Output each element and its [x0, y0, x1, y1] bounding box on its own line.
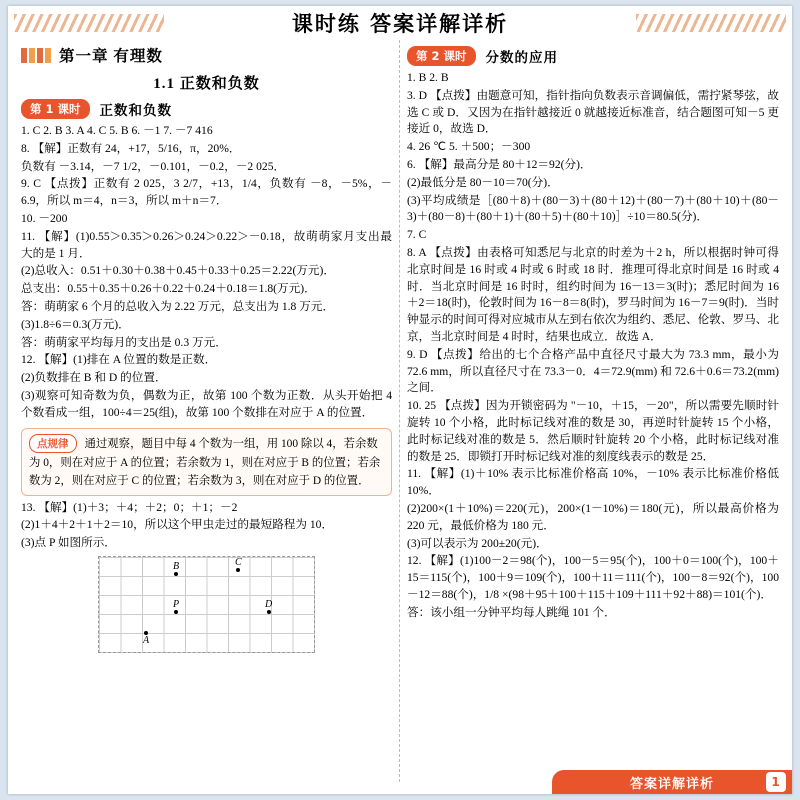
- two-column-body: [8, 40, 792, 782]
- answer-line: (3)1.8÷6＝0.3(万元)．: [21, 317, 130, 331]
- footer-banner: [552, 770, 792, 794]
- answer-line: (2)负数排在 B 和 D 的位置．: [21, 371, 167, 385]
- answer-line: 3. D 【点拨】由题意可知，指针指向负数表示音调偏低，需拧紧琴弦，故选 C 或 D．又因为在指针越接近 0 就越接近标准音，结合题图可知－5 更接近 0，故选 D．: [407, 88, 779, 136]
- lesson-1-heading: [21, 99, 392, 119]
- answer-line: 10. －200: [21, 211, 68, 225]
- chapter-title: 第一章 有理数: [59, 48, 163, 65]
- figure-point-C: C: [235, 557, 242, 572]
- banner-hatch-left-icon: [14, 14, 164, 32]
- lesson-1-tag: 第 1 课时: [21, 99, 90, 119]
- figure-point-A: A: [143, 631, 149, 646]
- answer-line: (3)点 P 如图所示．: [21, 536, 116, 550]
- answer-line: 11. 【解】(1)＋10% 表示比标准价格高 10%，－10% 表示比标准价格低 10%．: [407, 467, 779, 498]
- answer-line: (3)平均成绩是［(80＋8)＋(80－3)＋(80＋12)＋(80－7)＋(80＋10)＋(80－3)＋(80－8)＋(80＋1)＋(80＋5)＋(80＋10)］÷10＝80.5(分)．: [407, 193, 779, 224]
- page-number: 1: [766, 772, 786, 792]
- lesson-1-name: 正数和负数: [99, 103, 173, 118]
- answer-line: 4. 26 ℃ 5. ＋500；－300: [407, 140, 531, 154]
- answer-line: (2)200×(1＋10%)＝220(元)，200×(1－10%)＝180(元)，所以最高价格为 220 元，最低价格为 180 元．: [407, 501, 779, 532]
- figure-point-P: P: [173, 599, 179, 614]
- answer-line: 13. 【解】(1)＋3；＋4；＋2；0；＋1；－2: [21, 500, 238, 514]
- answer-line: 答：萌萌家 6 个月的总收入为 2.22 万元，总支出为 1.8 万元．: [21, 299, 335, 313]
- page-title: 课时练 答案详解详析: [280, 8, 520, 38]
- answer-line: (3)可以表示为 200±20(元)．: [407, 536, 548, 550]
- answer-line: 1. B 2. B: [407, 71, 449, 84]
- answer-line: 7. C: [407, 228, 427, 242]
- left-column: [14, 40, 400, 782]
- answer-line: (2)总收入：0.51＋0.30＋0.38＋0.45＋0.33＋0.25＝2.22(万元)．: [21, 264, 335, 278]
- lesson-2-name: 分数的应用: [485, 50, 559, 65]
- answer-line: (3)观察可知奇数为负，偶数为正，故第 100 个数为正数．从头开始把 4 个数看成一组，100÷4＝25(组)，故第 100 个数排在对应于 A 的位置．: [21, 388, 392, 419]
- section-title: 1.1 正数和负数: [153, 76, 260, 92]
- answer-line: 9. D 【点拨】给出的七个合格产品中直径尺寸最大为 73.3 mm，最小为 72.6 mm，所以直径尺寸在 73.3－0．4＝72.9(mm) 和 72.6＋0.6＝73.2(mm) 之间．: [407, 347, 779, 395]
- answer-line: (2)最低分是 80－10＝70(分)．: [407, 175, 559, 189]
- rule-callout-text: 通过观察，题目中每 4 个数为一组，用 100 除以 4，若余数为 0，则在对应于 A 的位置；若余数为 1，则在对应于 B 的位置；若余数为 2，则在对应于 C 的位置；若余数为 3，则在对应于 D 的位置．: [29, 437, 381, 488]
- answer-line: 答：该小组一分钟平均每人跳绳 101 个．: [407, 605, 616, 619]
- answer-line: 1. C 2. B 3. A 4. C 5. B 6. －1 7. －7 416: [21, 124, 213, 137]
- figure-point-D: D: [265, 599, 272, 614]
- answer-line: 12. 【解】(1)排在 A 位置的数是正数．: [21, 353, 217, 367]
- banner-hatch-right-icon: [636, 14, 786, 32]
- lesson-2-tag: 第 2 课时: [407, 46, 476, 66]
- footer-label: 答案详解详析: [629, 776, 714, 792]
- rule-callout-tag: 点规律: [29, 434, 77, 453]
- answer-line: 12. 【解】(1)100－2＝98(个)，100－5＝95(个)，100＋0＝100(个)，100＋15＝115(个)，100＋9＝109(个)，100＋11＝111(个)，100－8＝92(个)，100－12＝88(个)，1/8 ×(98＋95＋100＋115＋109＋111＋92＋88)＝101(个)．: [407, 554, 779, 601]
- grid-figure: [98, 556, 315, 653]
- answer-line: 9. C 【点拨】正数有 2 025，3 2/7，+13，1/4，负数有 －8，－5%，－6.9，所以 m＝4，n＝3，所以 m＋n＝7．: [21, 177, 392, 208]
- answer-line: 11. 【解】(1)0.55＞0.35＞0.26＞0.24＞0.22＞－0.18，故萌萌家月支出最大的是 1 月．: [21, 229, 392, 260]
- chapter-heading: [21, 44, 392, 66]
- answer-line: (2)1＋4＋2＋1＋2＝10，所以这个甲虫走过的最短路程为 10．: [21, 518, 334, 532]
- answer-line: 6. 【解】最高分是 80＋12＝92(分)．: [407, 157, 592, 171]
- answer-line: 总支出：0.55＋0.35＋0.26＋0.22＋0.24＋0.18＝1.8(万元)．: [21, 282, 316, 296]
- answer-line: 8. A 【点拨】由表格可知悉尼与北京的时差为＋2 h，所以根据时钟可得北京时间是 16 时或 4 时或 6 时或 18 时．推理可得北京时间是 16 时或 4 时．当北京时间是 16 时时，组约时间为 16－13＝3(时)；悉尼时间为 16＋2＝18(时)，伦敦时间为 16－8＝8(时)，罗马时间为 16－7＝9(时)．当时钟显示的时间可得对应城市从左到右依次为组约、悉尼、伦敦、罗马、北京，当北京时间是 4 时时，结果也成立．故选 A．: [407, 245, 779, 343]
- answer-line: 负数有 －3.14，－7 1/2，－0.101，－0.2，－2 025．: [21, 159, 286, 173]
- figure-point-B: B: [173, 561, 179, 576]
- answer-key-page: [8, 6, 792, 794]
- answer-line: 8. 【解】正数有 24，+17，5/16，π，20%．: [21, 141, 241, 155]
- right-column: [400, 40, 786, 782]
- answer-line: 10. 25 【点拨】因为开锁密码为 "－10，＋15，－20"，所以需要先顺时针旋转 10 个小格，此时标记线对准的数是 30，再逆时针旋转 15 个小格，此时标记线对准的数是 5．然后顺时针旋转 20 个小格，此时标记线对准的数是 25．即锁打开时标记线对准的刻度线表示的数是 25．: [407, 399, 779, 463]
- rule-callout: [21, 428, 392, 496]
- lesson-2-heading: [407, 46, 779, 66]
- chapter-bars-icon: [21, 48, 51, 63]
- page-footer: [8, 768, 792, 794]
- page-banner: [8, 6, 792, 40]
- answer-line: 答：萌萌家平均每月的支出是 0.3 万元．: [21, 335, 227, 349]
